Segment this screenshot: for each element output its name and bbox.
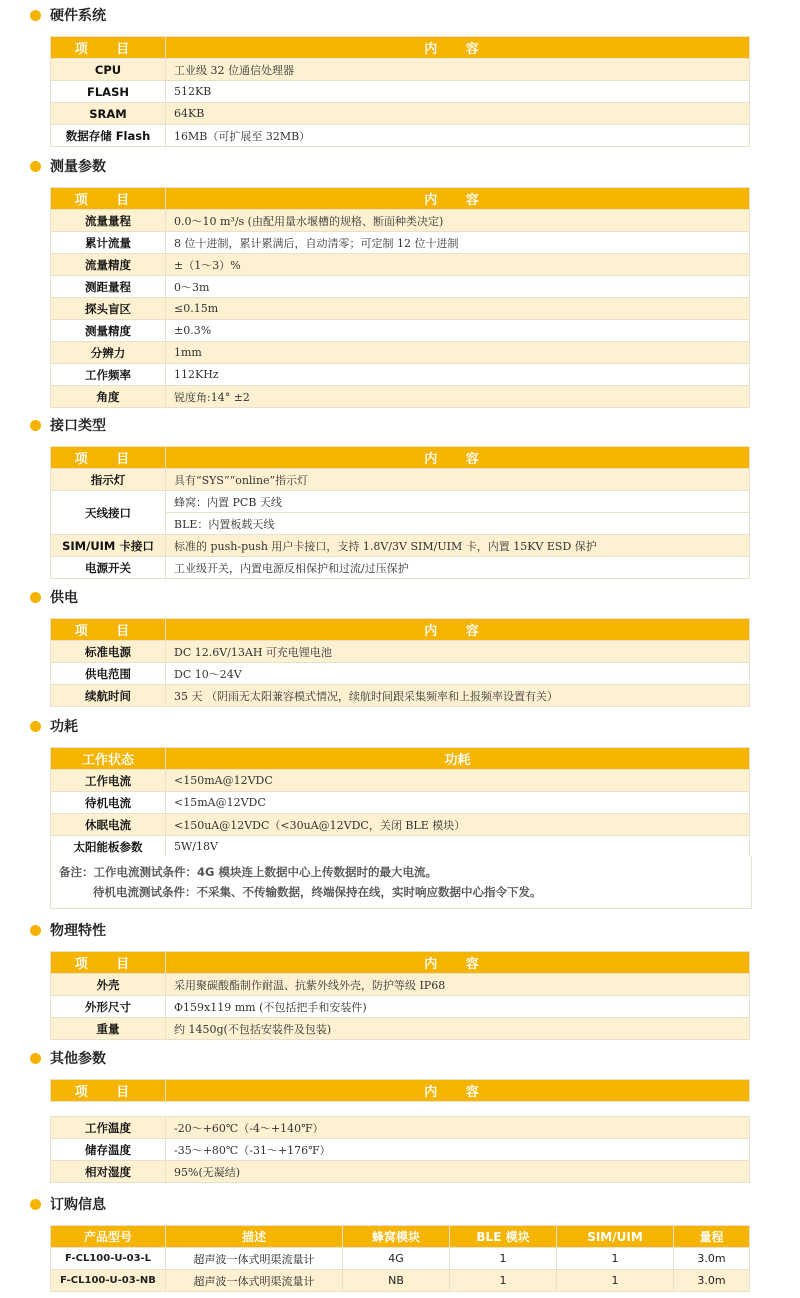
section-title-hardware: 硬件系统 — [30, 3, 106, 27]
order-cell: NB — [343, 1270, 450, 1292]
table-row — [51, 1161, 750, 1183]
table-row — [51, 81, 750, 103]
row-value: ≤0.15m — [166, 298, 750, 320]
row-value: <150uA@12VDC（<30uA@12VDC，关闭 BLE 模块） — [166, 814, 750, 836]
row-value: 64KB — [166, 103, 750, 125]
other-table — [50, 1079, 750, 1183]
table-row — [51, 232, 750, 254]
row-value: DC 10～24V — [166, 663, 750, 685]
order-table — [50, 1225, 750, 1292]
interface-table — [50, 446, 750, 579]
table-row — [51, 685, 750, 707]
header-content: 内 容 — [166, 952, 750, 974]
row-value: 112KHz — [166, 364, 750, 386]
row-value: -35～+80℃（-31～+176℉） — [166, 1139, 750, 1161]
bullet-dot-icon — [30, 925, 41, 936]
row-value: <15mA@12VDC — [166, 792, 750, 814]
row-label: 休眠电流 — [51, 814, 166, 836]
order-cell: 1 — [557, 1270, 674, 1292]
order-cell: 超声波一体式明渠流量计 — [166, 1270, 343, 1292]
row-label: 工作温度 — [51, 1117, 166, 1139]
row-label: 储存温度 — [51, 1139, 166, 1161]
header-item: 项 目 — [51, 37, 166, 59]
row-value: 采用聚碳酸酯制作耐温、抗紫外线外壳，防护等级 IP68 — [166, 974, 750, 996]
row-label: 标准电源 — [51, 641, 166, 663]
consumption-table — [50, 747, 750, 858]
header-item: 项 目 — [51, 619, 166, 641]
order-cell: 3.0m — [674, 1248, 750, 1270]
row-value: 0～3m — [166, 276, 750, 298]
row-label: 外壳 — [51, 974, 166, 996]
header-content: 功耗 — [166, 748, 750, 770]
row-label: 测量精度 — [51, 320, 166, 342]
row-value: 1mm — [166, 342, 750, 364]
order-cell: F-CL100-U-03-NB — [51, 1270, 166, 1292]
bullet-dot-icon — [30, 1199, 41, 1210]
row-label: 测距量程 — [51, 276, 166, 298]
table-row — [51, 1117, 750, 1139]
row-value: 35 天 （阴雨无太阳兼容模式情况，续航时间跟采集频率和上报频率设置有关） — [166, 685, 750, 707]
table-row — [51, 125, 750, 147]
table-row — [51, 836, 750, 858]
header-item: 工作状态 — [51, 748, 166, 770]
row-label: 供电范围 — [51, 663, 166, 685]
order-cell: 1 — [450, 1270, 557, 1292]
header-content: 内 容 — [166, 619, 750, 641]
row-label: 待机电流 — [51, 792, 166, 814]
row-label: 重量 — [51, 1018, 166, 1040]
row-value: BLE：内置板载天线 — [166, 513, 750, 535]
header-range: 量程 — [674, 1226, 750, 1248]
bullet-dot-icon — [30, 420, 41, 431]
row-value: 蜂窝：内置 PCB 天线 — [166, 491, 750, 513]
table-row — [51, 103, 750, 125]
header-description: 描述 — [166, 1226, 343, 1248]
table-row — [51, 210, 750, 232]
row-value: <150mA@12VDC — [166, 770, 750, 792]
row-value: 工业级开关，内置电源反相保护和过流/过压保护 — [166, 557, 750, 579]
table-row — [51, 535, 750, 557]
table-row — [51, 792, 750, 814]
row-value: 16MB（可扩展至 32MB） — [166, 125, 750, 147]
row-value: 512KB — [166, 81, 750, 103]
order-cell: 1 — [450, 1248, 557, 1270]
table-row — [51, 469, 750, 491]
header-item: 项 目 — [51, 447, 166, 469]
bullet-dot-icon — [30, 161, 41, 172]
table-row — [51, 320, 750, 342]
table-spacer-row — [51, 1102, 750, 1117]
row-value: 约 1450g(不包括安装件及包装) — [166, 1018, 750, 1040]
table-row — [51, 641, 750, 663]
consumption-note: 备注：工作电流测试条件：4G 模块连上数据中心上传数据时的最大电流。 待机电流测试条件：不采集、不传输数据，终端保持在线，实时响应数据中心指令下发。 — [50, 856, 752, 909]
measure-table — [50, 187, 750, 408]
order-cell: 超声波一体式明渠流量计 — [166, 1248, 343, 1270]
bullet-dot-icon — [30, 721, 41, 732]
table-row — [51, 1139, 750, 1161]
table-row — [51, 386, 750, 408]
row-value: 5W/18V — [166, 836, 750, 858]
section-title-other: 其他参数 — [30, 1046, 106, 1070]
table-row — [51, 364, 750, 386]
table-row — [51, 996, 750, 1018]
section-title-power: 供电 — [30, 585, 78, 609]
header-content: 内 容 — [166, 37, 750, 59]
row-label: 工作频率 — [51, 364, 166, 386]
row-label: 天线接口 — [51, 491, 166, 535]
table-row — [51, 663, 750, 685]
order-cell: 4G — [343, 1248, 450, 1270]
row-label: 指示灯 — [51, 469, 166, 491]
bullet-dot-icon — [30, 10, 41, 21]
table-row — [51, 276, 750, 298]
header-model: 产品型号 — [51, 1226, 166, 1248]
power-table — [50, 618, 750, 707]
row-value: 8 位十进制，累计累满后，自动清零；可定制 12 位十进制 — [166, 232, 750, 254]
order-cell: F-CL100-U-03-L — [51, 1248, 166, 1270]
row-value: Φ159x119 mm (不包括把手和安装件) — [166, 996, 750, 1018]
bullet-dot-icon — [30, 1053, 41, 1064]
row-label: 角度 — [51, 386, 166, 408]
table-row — [51, 254, 750, 276]
table-row — [51, 814, 750, 836]
row-label: SIM/UIM 卡接口 — [51, 535, 166, 557]
table-row — [51, 770, 750, 792]
row-value: ±（1～3）% — [166, 254, 750, 276]
row-label: 太阳能板参数 — [51, 836, 166, 858]
row-label: 累计流量 — [51, 232, 166, 254]
row-label: FLASH — [51, 81, 166, 103]
section-title-measure: 测量参数 — [30, 154, 106, 178]
row-value: ±0.3% — [166, 320, 750, 342]
row-value: 95%(无凝结) — [166, 1161, 750, 1183]
header-content: 内 容 — [166, 447, 750, 469]
row-value: 具有“SYS”“online”指示灯 — [166, 469, 750, 491]
table-row — [51, 974, 750, 996]
row-value: 0.0～10 m³/s (由配用量水堰槽的规格、断面种类决定) — [166, 210, 750, 232]
row-label: 流量量程 — [51, 210, 166, 232]
row-label: 数据存储 Flash — [51, 125, 166, 147]
header-item: 项 目 — [51, 1080, 166, 1102]
section-title-interface: 接口类型 — [30, 413, 106, 437]
table-row — [51, 1018, 750, 1040]
order-cell: 1 — [557, 1248, 674, 1270]
header-ble: BLE 模块 — [450, 1226, 557, 1248]
order-cell: 3.0m — [674, 1270, 750, 1292]
header-content: 内 容 — [166, 1080, 750, 1102]
row-label: 电源开关 — [51, 557, 166, 579]
table-row — [51, 491, 750, 513]
header-item: 项 目 — [51, 952, 166, 974]
row-label: SRAM — [51, 103, 166, 125]
row-value: DC 12.6V/13AH 可充电锂电池 — [166, 641, 750, 663]
section-title-physical: 物理特性 — [30, 918, 106, 942]
row-label: CPU — [51, 59, 166, 81]
bullet-dot-icon — [30, 592, 41, 603]
row-value: 标准的 push-push 用户卡接口，支持 1.8V/3V SIM/UIM 卡，内置 15KV ESD 保护 — [166, 535, 750, 557]
table-row — [51, 59, 750, 81]
row-value: 工业级 32 位通信处理器 — [166, 59, 750, 81]
row-label: 分辨力 — [51, 342, 166, 364]
physical-table — [50, 951, 750, 1040]
row-label: 探头盲区 — [51, 298, 166, 320]
table-row — [51, 342, 750, 364]
hardware-table — [50, 36, 750, 147]
row-label: 续航时间 — [51, 685, 166, 707]
row-label: 流量精度 — [51, 254, 166, 276]
table-row — [51, 557, 750, 579]
row-label: 相对湿度 — [51, 1161, 166, 1183]
header-content: 内 容 — [166, 188, 750, 210]
section-title-order: 订购信息 — [30, 1192, 106, 1216]
header-item: 项 目 — [51, 188, 166, 210]
section-title-consumption: 功耗 — [30, 714, 78, 738]
table-row — [51, 298, 750, 320]
table-row — [51, 1270, 750, 1292]
table-row — [51, 1248, 750, 1270]
header-sim: SIM/UIM — [557, 1226, 674, 1248]
header-cellular: 蜂窝模块 — [343, 1226, 450, 1248]
row-label: 外形尺寸 — [51, 996, 166, 1018]
row-label: 工作电流 — [51, 770, 166, 792]
row-value: 锐度角:14° ±2 — [166, 386, 750, 408]
row-value: -20～+60℃（-4～+140℉） — [166, 1117, 750, 1139]
